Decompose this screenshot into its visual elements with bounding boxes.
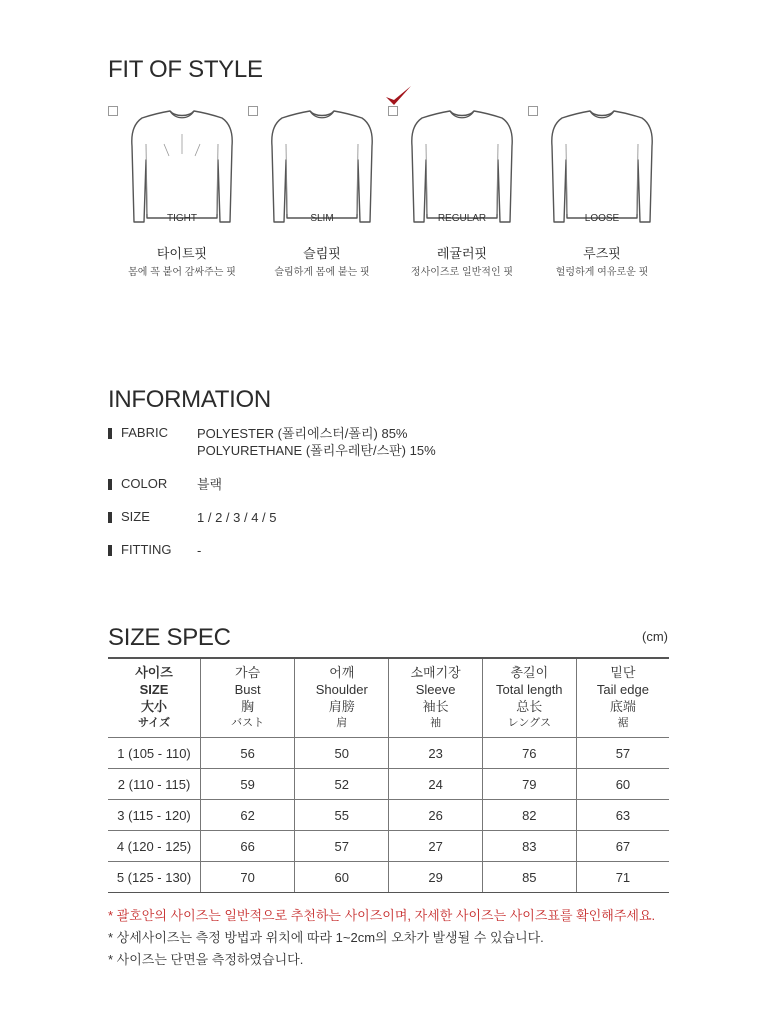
header-line: 底端 (609, 699, 636, 714)
value-cell: 83 (482, 831, 576, 862)
header-line: Sleeve (415, 682, 456, 697)
header-line: バスト (231, 717, 265, 729)
table-row (108, 831, 669, 862)
value-cell: 27 (389, 831, 482, 862)
value-cell: 56 (201, 738, 295, 769)
column-header (482, 658, 576, 738)
header-line: 밑단 (610, 665, 636, 680)
fit-label-kr: 루즈핏 (583, 246, 621, 261)
value-cell: 62 (201, 800, 295, 831)
info-row-fitting (108, 542, 668, 578)
column-header (576, 658, 669, 738)
fit-label-kr: 슬림핏 (303, 246, 341, 261)
header-line: Tail edge (596, 682, 649, 697)
note-line: * 사이즈는 단면을 측정하였습니다. (108, 952, 304, 967)
fit-description: 슬림하게 몸에 붙는 핏 (274, 267, 370, 278)
info-value (197, 476, 222, 493)
info-value-line: 1 / 2 / 3 / 4 / 5 (197, 510, 277, 525)
table-header-row (108, 658, 669, 738)
bullet-marker (108, 545, 112, 556)
value-cell: 52 (295, 769, 389, 800)
table-row (108, 738, 669, 769)
header-line: Total length (496, 682, 563, 697)
value-cell: 59 (201, 769, 295, 800)
header-line: 肩 (336, 717, 348, 729)
info-value (197, 509, 277, 526)
header-line: 裾 (617, 717, 629, 729)
note-line: * 상세사이즈는 측정 방법과 위치에 따라 1~2cm의 오차가 발생될 수 있습니다. (108, 930, 544, 945)
fit-description: 정사이즈로 일반적인 핏 (410, 267, 514, 278)
header-line: レングス (507, 717, 551, 729)
size-cell: 5 (125 - 130) (108, 862, 201, 893)
header-line: SIZE (139, 682, 169, 697)
header-line: 大小 (141, 699, 168, 714)
info-row-color (108, 476, 668, 512)
table-row (108, 862, 669, 893)
unit-label: (cm) (642, 629, 668, 644)
bullet-marker (108, 512, 112, 523)
column-header (295, 658, 389, 738)
value-cell: 60 (576, 769, 669, 800)
header-line: 어깨 (329, 665, 355, 680)
header-line: 사이즈 (135, 665, 173, 680)
table-body (108, 738, 669, 893)
value-cell: 66 (201, 831, 295, 862)
value-cell: 60 (295, 862, 389, 893)
info-key: FITTING (121, 542, 172, 557)
fit-checkbox[interactable] (528, 106, 538, 116)
fit-label-en: LOOSE (584, 213, 620, 224)
fit-description: 헐렁하게 여유로운 핏 (555, 267, 649, 278)
table-row (108, 800, 669, 831)
table-row (108, 769, 669, 800)
column-header (201, 658, 295, 738)
info-key: SIZE (121, 509, 150, 524)
value-cell: 71 (576, 862, 669, 893)
size-cell: 1 (105 - 110) (108, 738, 201, 769)
fit-label-en: TIGHT (167, 213, 197, 224)
column-header (108, 658, 201, 738)
fit-label-kr: 타이트핏 (156, 246, 208, 261)
header-line: 胸 (241, 699, 255, 714)
value-cell: 26 (389, 800, 482, 831)
information-title: INFORMATION (108, 386, 271, 413)
fit-label-kr: 레귤러핏 (436, 246, 488, 261)
header-line: 总长 (516, 699, 543, 714)
info-value-line: POLYESTER (폴리에스터/폴리) 85% (197, 426, 408, 441)
fit-checkbox[interactable] (248, 106, 258, 116)
info-row-size (108, 509, 668, 545)
info-key: FABRIC (121, 425, 168, 440)
fit-label-en: REGULAR (437, 213, 487, 224)
header-line: 소매기장 (410, 665, 461, 680)
header-line: Bust (234, 682, 261, 697)
size-spec-title: SIZE SPEC (108, 624, 231, 651)
header-line: 袖长 (422, 699, 449, 714)
value-cell: 24 (389, 769, 482, 800)
fit-description: 몸에 꼭 붙어 감싸주는 핏 (128, 267, 236, 278)
value-cell: 79 (482, 769, 576, 800)
info-value-line: POLYURETHANE (폴리우레탄/스판) 15% (197, 443, 436, 458)
header-line: 총길이 (510, 665, 549, 680)
header-line: 袖 (430, 717, 442, 729)
fit-checkbox[interactable] (108, 106, 118, 116)
value-cell: 57 (576, 738, 669, 769)
size-cell: 4 (120 - 125) (108, 831, 201, 862)
value-cell: 57 (295, 831, 389, 862)
info-value-line: 블랙 (197, 477, 223, 492)
value-cell: 76 (482, 738, 576, 769)
info-value (197, 425, 436, 459)
value-cell: 67 (576, 831, 669, 862)
value-cell: 63 (576, 800, 669, 831)
size-cell: 3 (115 - 120) (108, 800, 201, 831)
fit-of-style-title: FIT OF STYLE (108, 56, 263, 83)
value-cell: 29 (389, 862, 482, 893)
info-value-line: - (197, 543, 202, 558)
info-value (197, 542, 201, 559)
header-line: 가슴 (235, 665, 261, 680)
column-header (389, 658, 482, 738)
header-line: サイズ (137, 717, 171, 729)
bullet-marker (108, 479, 112, 490)
value-cell: 82 (482, 800, 576, 831)
value-cell: 70 (201, 862, 295, 893)
header-line: Shoulder (315, 682, 368, 697)
fit-label-en: SLIM (310, 213, 334, 224)
header-line: 肩膀 (328, 699, 355, 714)
size-cell: 2 (110 - 115) (108, 769, 201, 800)
note-line: * 괄호안의 사이즈는 일반적으로 추천하는 사이즈이며, 자세한 사이즈는 사이즈표를 확인해주세요. (108, 908, 656, 923)
info-row-fabric (108, 425, 668, 461)
info-key: COLOR (121, 476, 168, 491)
bullet-marker (108, 428, 112, 439)
value-cell: 50 (295, 738, 389, 769)
value-cell: 85 (482, 862, 576, 893)
size-spec-table (108, 657, 669, 893)
notes (108, 905, 655, 971)
value-cell: 55 (295, 800, 389, 831)
value-cell: 23 (389, 738, 482, 769)
